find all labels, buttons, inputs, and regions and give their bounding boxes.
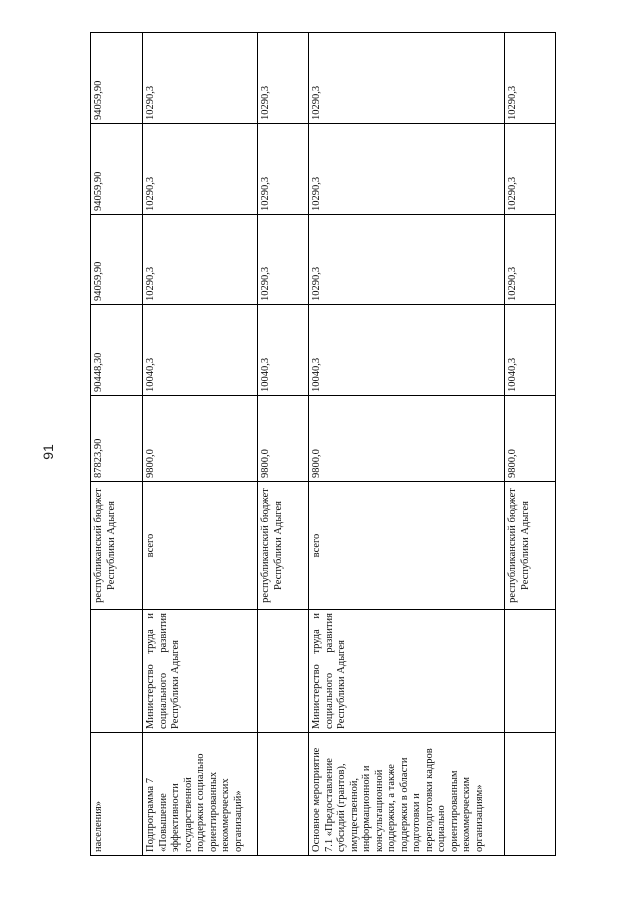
table-row: [91, 33, 143, 856]
table-row: [258, 33, 309, 856]
organization-cell: [505, 610, 556, 733]
value-cell: 94059,90: [91, 33, 143, 124]
table-row: [143, 33, 258, 856]
value-cell: 9800,0: [143, 396, 258, 482]
organization-cell: Министерство труда и социального развития Республики Адыгея: [143, 610, 258, 733]
value-cell: 10290,3: [505, 33, 556, 124]
program-name-cell: Подпрограмма 7 «Повышение эффективности государственной поддержки социально ориентированных некоммерческих организаций»: [143, 733, 258, 856]
funding-source-cell: республиканский бюджет Республики Адыгея: [505, 482, 556, 610]
program-funding-table: [90, 32, 556, 856]
value-cell: 10290,3: [258, 215, 309, 305]
program-name-cell: населения»: [91, 733, 143, 856]
value-cell: 94059,90: [91, 124, 143, 215]
table-row: [309, 33, 505, 856]
page-number: 91: [40, 444, 56, 460]
program-name-cell: [505, 733, 556, 856]
value-cell: 10290,3: [258, 33, 309, 124]
organization-cell: [258, 610, 309, 733]
value-cell: 87823,90: [91, 396, 143, 482]
funding-source-cell: всего: [143, 482, 258, 610]
program-name-cell: [258, 733, 309, 856]
value-cell: 9800,0: [258, 396, 309, 482]
value-cell: 10290,3: [258, 124, 309, 215]
funding-source-cell: республиканский бюджет Республики Адыгея: [91, 482, 143, 610]
program-name-cell: Основное мероприятие 7.1 «Предоставление субсидий (грантов), имущественной, информационной и консультационной поддержки, а также поддержки в области подготовки и переподготовки кадров социально ориентированным некоммерческим организациям»: [309, 733, 505, 856]
value-cell: 10290,3: [143, 215, 258, 305]
rotated-table-container: [90, 33, 555, 856]
value-cell: 10290,3: [309, 33, 505, 124]
value-cell: 10290,3: [505, 215, 556, 305]
value-cell: 10040,3: [505, 305, 556, 396]
value-cell: 10040,3: [309, 305, 505, 396]
value-cell: 9800,0: [505, 396, 556, 482]
funding-source-cell: всего: [309, 482, 505, 610]
value-cell: 10290,3: [309, 215, 505, 305]
value-cell: 90448,30: [91, 305, 143, 396]
table-row: [505, 33, 556, 856]
value-cell: 10040,3: [143, 305, 258, 396]
value-cell: 10290,3: [505, 124, 556, 215]
value-cell: 10040,3: [258, 305, 309, 396]
value-cell: 10290,3: [143, 124, 258, 215]
value-cell: 10290,3: [143, 33, 258, 124]
organization-cell: Министерство труда и социального развития Республики Адыгея: [309, 610, 505, 733]
value-cell: 9800,0: [309, 396, 505, 482]
value-cell: 94059,90: [91, 215, 143, 305]
organization-cell: [91, 610, 143, 733]
value-cell: 10290,3: [309, 124, 505, 215]
funding-source-cell: республиканский бюджет Республики Адыгея: [258, 482, 309, 610]
